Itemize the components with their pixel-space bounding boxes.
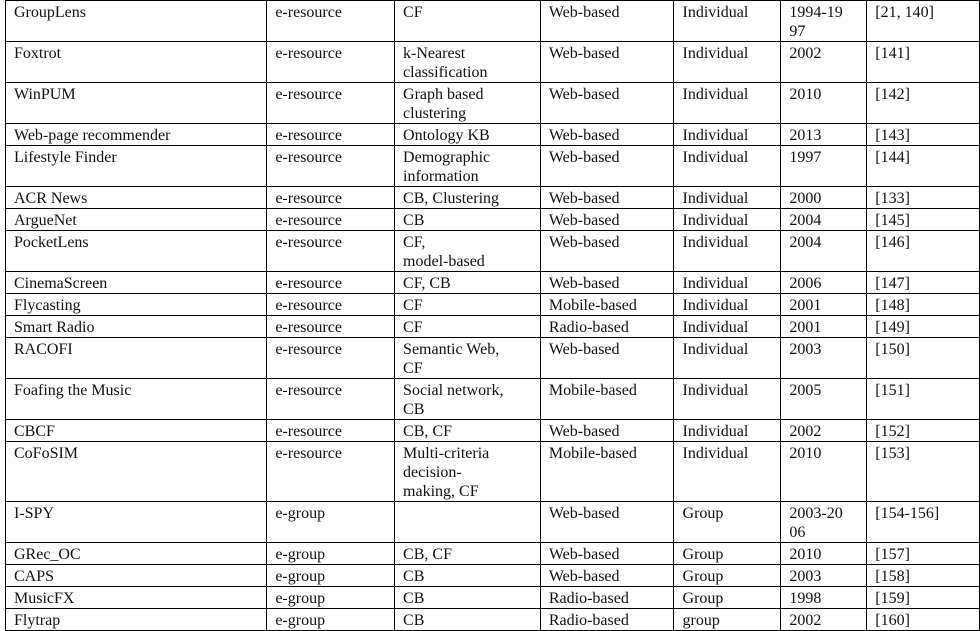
platform-cell: Web-based: [540, 272, 673, 294]
year-cell: 1998: [781, 587, 867, 609]
system-name-cell: Foxtrot: [6, 42, 267, 83]
system-name-cell: I-SPY: [6, 502, 267, 543]
system-name-cell: Foafing the Music: [6, 379, 267, 420]
technique-cell: Social network, CB: [395, 379, 541, 420]
type-cell: e-resource: [267, 338, 395, 379]
year-cell: 2013: [781, 124, 867, 146]
type-cell: e-group: [267, 587, 395, 609]
target-cell: Individual: [673, 316, 781, 338]
type-cell: e-resource: [267, 209, 395, 231]
system-name-cell: Flycasting: [6, 294, 267, 316]
technique-cell: Graph based clustering: [395, 83, 541, 124]
technique-cell: CB, CF: [395, 543, 541, 565]
target-cell: Individual: [673, 272, 781, 294]
reference-cell: [157]: [867, 543, 980, 565]
target-cell: Individual: [673, 420, 781, 442]
platform-cell: Web-based: [540, 1, 673, 42]
reference-cell: [21, 140]: [867, 1, 980, 42]
table-row: [6, 209, 980, 231]
table-row: [6, 1, 980, 42]
target-cell: Individual: [673, 231, 781, 272]
type-cell: e-resource: [267, 442, 395, 502]
table-row: [6, 124, 980, 146]
system-name-cell: CBCF: [6, 420, 267, 442]
platform-cell: Web-based: [540, 146, 673, 187]
reference-cell: [145]: [867, 209, 980, 231]
year-cell: 2010: [781, 442, 867, 502]
type-cell: e-group: [267, 502, 395, 543]
platform-cell: Radio-based: [540, 316, 673, 338]
technique-cell: Ontology KB: [395, 124, 541, 146]
technique-cell: CB: [395, 587, 541, 609]
reference-cell: [147]: [867, 272, 980, 294]
target-cell: Individual: [673, 209, 781, 231]
technique-cell: CF: [395, 294, 541, 316]
reference-cell: [151]: [867, 379, 980, 420]
technique-cell: Demographic information: [395, 146, 541, 187]
platform-cell: Web-based: [540, 187, 673, 209]
table-row: [6, 272, 980, 294]
platform-cell: Web-based: [540, 420, 673, 442]
type-cell: e-group: [267, 565, 395, 587]
year-cell: 2000: [781, 187, 867, 209]
target-cell: Group: [673, 565, 781, 587]
target-cell: Individual: [673, 294, 781, 316]
technique-cell: CB, CF: [395, 420, 541, 442]
platform-cell: Web-based: [540, 42, 673, 83]
platform-cell: Mobile-based: [540, 294, 673, 316]
table-row: [6, 609, 980, 631]
target-cell: Individual: [673, 146, 781, 187]
reference-cell: [144]: [867, 146, 980, 187]
target-cell: Individual: [673, 187, 781, 209]
year-cell: 1994-19 97: [781, 1, 867, 42]
type-cell: e-group: [267, 543, 395, 565]
reference-cell: [143]: [867, 124, 980, 146]
table-row: [6, 420, 980, 442]
type-cell: e-resource: [267, 420, 395, 442]
year-cell: 2006: [781, 272, 867, 294]
reference-cell: [149]: [867, 316, 980, 338]
platform-cell: Web-based: [540, 502, 673, 543]
target-cell: Group: [673, 543, 781, 565]
table-row: [6, 231, 980, 272]
type-cell: e-group: [267, 609, 395, 631]
reference-cell: [148]: [867, 294, 980, 316]
target-cell: Individual: [673, 379, 781, 420]
table-row: [6, 502, 980, 543]
table-row: [6, 83, 980, 124]
table-row: [6, 187, 980, 209]
type-cell: e-resource: [267, 272, 395, 294]
system-name-cell: Web-page recommender: [6, 124, 267, 146]
system-name-cell: Smart Radio: [6, 316, 267, 338]
technique-cell: CB, Clustering: [395, 187, 541, 209]
table-row: [6, 316, 980, 338]
technique-cell: Semantic Web, CF: [395, 338, 541, 379]
table-row: [6, 587, 980, 609]
technique-cell: CF: [395, 1, 541, 42]
platform-cell: Web-based: [540, 338, 673, 379]
system-name-cell: ArgueNet: [6, 209, 267, 231]
technique-cell: CF: [395, 316, 541, 338]
reference-cell: [142]: [867, 83, 980, 124]
platform-cell: Web-based: [540, 231, 673, 272]
technique-cell: CB: [395, 209, 541, 231]
type-cell: e-resource: [267, 187, 395, 209]
year-cell: 1997: [781, 146, 867, 187]
platform-cell: Mobile-based: [540, 442, 673, 502]
type-cell: e-resource: [267, 42, 395, 83]
type-cell: e-resource: [267, 294, 395, 316]
reference-cell: [133]: [867, 187, 980, 209]
system-name-cell: PocketLens: [6, 231, 267, 272]
platform-cell: Web-based: [540, 124, 673, 146]
target-cell: Individual: [673, 42, 781, 83]
platform-cell: Web-based: [540, 83, 673, 124]
reference-cell: [160]: [867, 609, 980, 631]
target-cell: Group: [673, 502, 781, 543]
table-row: [6, 442, 980, 502]
technique-cell: CF, model-based: [395, 231, 541, 272]
year-cell: 2002: [781, 42, 867, 83]
platform-cell: Web-based: [540, 565, 673, 587]
table-row: [6, 338, 980, 379]
year-cell: 2010: [781, 83, 867, 124]
reference-cell: [153]: [867, 442, 980, 502]
table-row: [6, 565, 980, 587]
platform-cell: Radio-based: [540, 587, 673, 609]
year-cell: 2003: [781, 565, 867, 587]
target-cell: Individual: [673, 338, 781, 379]
table-row: [6, 146, 980, 187]
technique-cell: Multi-criteria decision- making, CF: [395, 442, 541, 502]
reference-cell: [150]: [867, 338, 980, 379]
technique-cell: [395, 502, 541, 543]
year-cell: 2003-20 06: [781, 502, 867, 543]
table-body: [6, 1, 980, 631]
year-cell: 2003: [781, 338, 867, 379]
type-cell: e-resource: [267, 124, 395, 146]
year-cell: 2005: [781, 379, 867, 420]
system-name-cell: CinemaScreen: [6, 272, 267, 294]
target-cell: Group: [673, 587, 781, 609]
system-name-cell: GroupLens: [6, 1, 267, 42]
technique-cell: CB: [395, 565, 541, 587]
system-name-cell: CoFoSIM: [6, 442, 267, 502]
table-row: [6, 379, 980, 420]
platform-cell: Radio-based: [540, 609, 673, 631]
reference-cell: [146]: [867, 231, 980, 272]
year-cell: 2002: [781, 609, 867, 631]
table-row: [6, 294, 980, 316]
platform-cell: Web-based: [540, 543, 673, 565]
table-row: [6, 543, 980, 565]
system-name-cell: ACR News: [6, 187, 267, 209]
target-cell: Individual: [673, 1, 781, 42]
type-cell: e-resource: [267, 146, 395, 187]
system-name-cell: CAPS: [6, 565, 267, 587]
type-cell: e-resource: [267, 1, 395, 42]
year-cell: 2001: [781, 294, 867, 316]
target-cell: Individual: [673, 83, 781, 124]
system-name-cell: GRec_OC: [6, 543, 267, 565]
target-cell: Individual: [673, 442, 781, 502]
year-cell: 2004: [781, 231, 867, 272]
technique-cell: k-Nearest classification: [395, 42, 541, 83]
platform-cell: Mobile-based: [540, 379, 673, 420]
year-cell: 2010: [781, 543, 867, 565]
target-cell: Individual: [673, 124, 781, 146]
technique-cell: CF, CB: [395, 272, 541, 294]
year-cell: 2004: [781, 209, 867, 231]
reference-cell: [159]: [867, 587, 980, 609]
year-cell: 2001: [781, 316, 867, 338]
target-cell: group: [673, 609, 781, 631]
type-cell: e-resource: [267, 83, 395, 124]
system-name-cell: MusicFX: [6, 587, 267, 609]
type-cell: e-resource: [267, 316, 395, 338]
reference-cell: [158]: [867, 565, 980, 587]
table-row: [6, 42, 980, 83]
system-name-cell: Lifestyle Finder: [6, 146, 267, 187]
year-cell: 2002: [781, 420, 867, 442]
platform-cell: Web-based: [540, 209, 673, 231]
system-name-cell: RACOFI: [6, 338, 267, 379]
system-name-cell: Flytrap: [6, 609, 267, 631]
system-name-cell: WinPUM: [6, 83, 267, 124]
type-cell: e-resource: [267, 231, 395, 272]
technique-cell: CB: [395, 609, 541, 631]
type-cell: e-resource: [267, 379, 395, 420]
recommender-systems-table: [5, 0, 980, 631]
reference-cell: [141]: [867, 42, 980, 83]
reference-cell: [154-156]: [867, 502, 980, 543]
reference-cell: [152]: [867, 420, 980, 442]
